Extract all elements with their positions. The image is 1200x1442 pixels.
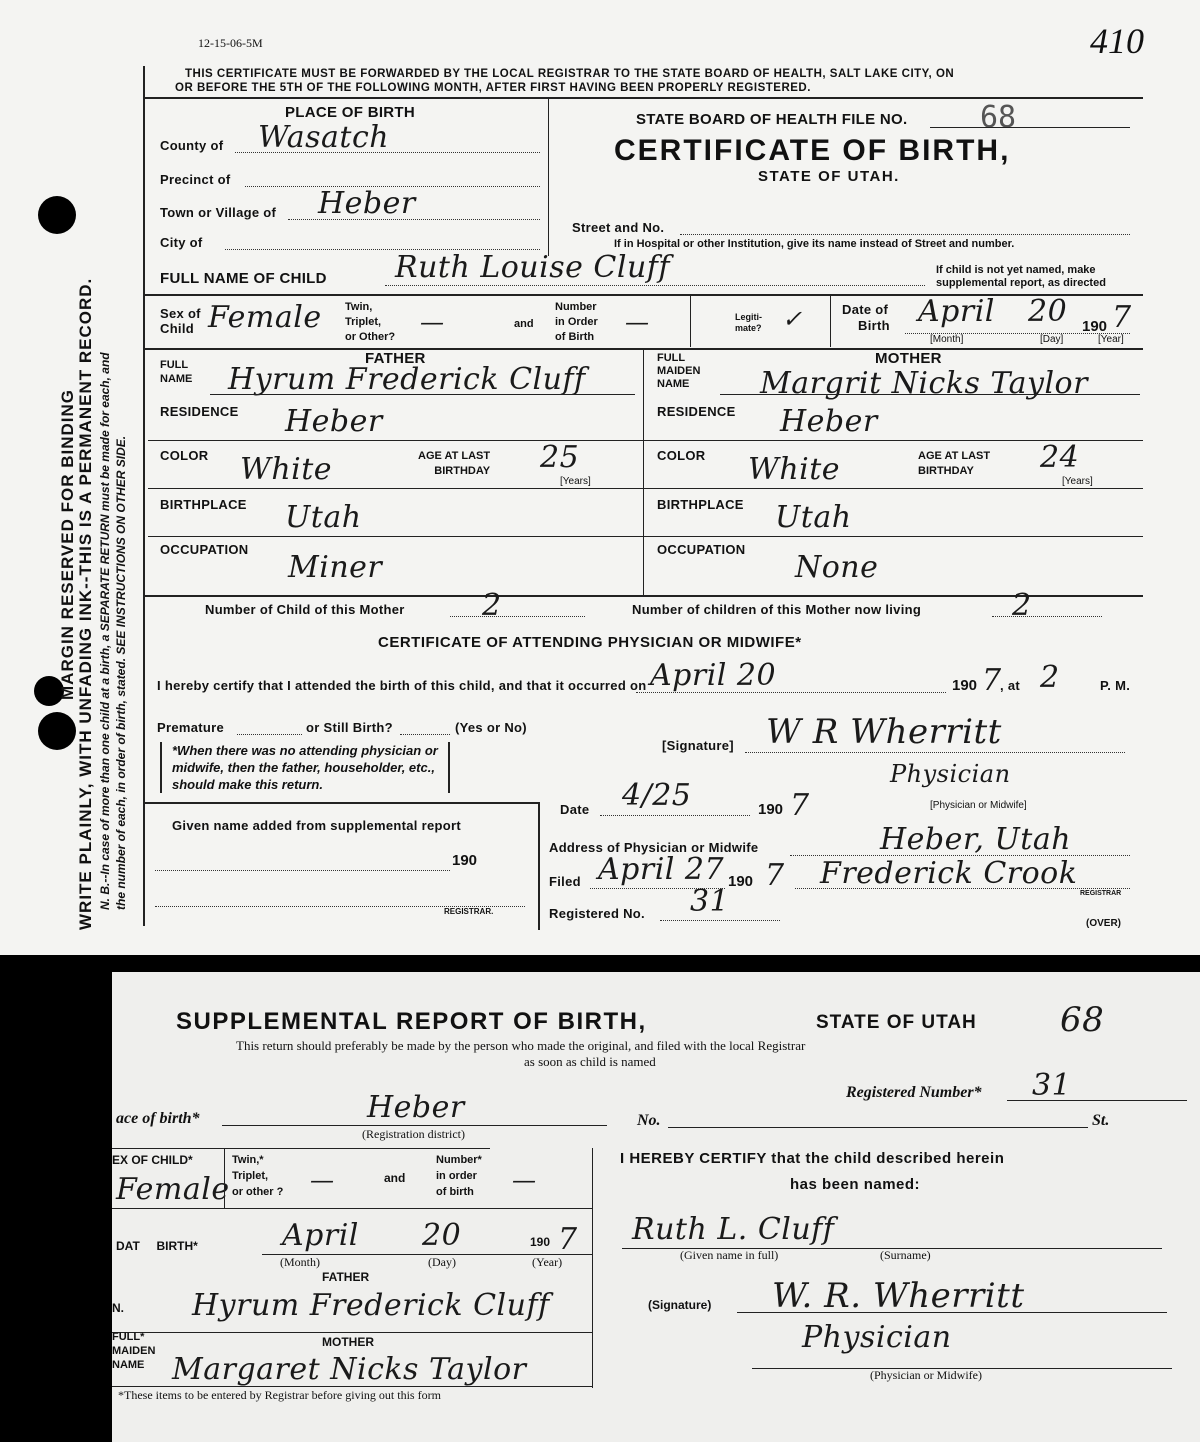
surname-caption: (Surname) xyxy=(880,1248,931,1262)
given-year-prefix: 190 xyxy=(452,852,478,869)
father-color-value: White xyxy=(240,452,333,487)
supplemental-father-label: N. xyxy=(112,1301,124,1315)
margin-binding-text: MARGIN RESERVED FOR BINDING xyxy=(58,389,77,700)
town-value: Heber xyxy=(318,186,416,221)
mother-age-value: 24 xyxy=(1040,440,1080,475)
supplemental-date-label: DAT BIRTH* xyxy=(116,1239,198,1253)
father-heading: FATHER xyxy=(365,350,426,367)
premature-label: Premature xyxy=(157,720,225,735)
form-code: 12-15-06-5M xyxy=(198,36,263,50)
file-no-label: STATE BOARD OF HEALTH FILE NO. xyxy=(636,111,908,128)
physician-signature: W R Wherritt xyxy=(766,712,1002,752)
father-age-value: 25 xyxy=(540,440,580,475)
signature-label: [Signature] xyxy=(662,738,734,753)
supplemental-and-label: and xyxy=(384,1171,406,1185)
date-year-prefix: 190 xyxy=(758,801,784,818)
supplemental-father-heading: FATHER xyxy=(322,1270,370,1284)
father-age-label: AGE AT LAST BIRTHDAY xyxy=(418,450,491,477)
certificate-title: CERTIFICATE OF BIRTH, xyxy=(614,134,1011,167)
physician-title-value: Physician xyxy=(890,760,1011,788)
date-of-birth-label: Date of xyxy=(842,302,889,317)
registrar-caption-2: REGISTRAR xyxy=(1080,890,1122,897)
legitimate-label: Legiti- mate? xyxy=(735,312,762,333)
binding-hole-bottom xyxy=(38,712,76,750)
father-birthplace-label: BIRTHPLACE xyxy=(160,497,247,512)
mother-occupation-value: None xyxy=(795,550,879,585)
occurred-time-value: 2 xyxy=(1040,660,1060,695)
day-caption: [Day] xyxy=(1040,334,1064,345)
supplemental-instruction-1: This return should preferably be made by the person who made the original, and filed with the local Registrar xyxy=(236,1038,806,1053)
address-label: Address of Physician or Midwife xyxy=(549,840,759,855)
given-name-caption: (Given name in full) xyxy=(680,1248,779,1262)
registered-number-value: 31 xyxy=(1032,1068,1072,1103)
mother-occupation-label: OCCUPATION xyxy=(657,542,746,557)
father-occupation-label: OCCUPATION xyxy=(160,542,249,557)
father-name-value: Hyrum Frederick Cluff xyxy=(228,362,586,397)
page-number: 410 xyxy=(1090,21,1144,61)
not-named-note-2: supplemental report, as directed xyxy=(936,277,1106,289)
county-label: County of xyxy=(160,138,224,153)
physician-certificate-heading: CERTIFICATE OF ATTENDING PHYSICIAN OR MIDWIFE* xyxy=(378,634,802,651)
certify-statement: I hereby certify that I attended the birth of this child, and that it occurred on xyxy=(157,678,647,693)
child-number-value: 2 xyxy=(482,588,502,623)
forwarding-notice-line2: OR BEFORE THE 5TH OF THE FOLLOWING MONTH, AFTER FIRST HAVING BEEN PROPERLY REGISTERED. xyxy=(175,82,811,94)
father-color-label: COLOR xyxy=(160,448,209,463)
town-label: Town or Village of xyxy=(160,205,277,220)
physician-or-midwife-caption: [Physician or Midwife] xyxy=(930,800,1027,811)
and-label: and xyxy=(514,318,534,330)
child-number-label: Number of Child of this Mother xyxy=(205,602,405,617)
mother-color-value: White xyxy=(748,452,841,487)
twin-value: — xyxy=(420,308,445,336)
supplemental-report xyxy=(112,972,1200,1442)
supplemental-title: SUPPLEMENTAL REPORT OF BIRTH, xyxy=(176,1008,647,1035)
father-occupation-value: Miner xyxy=(288,550,383,585)
mother-color-label: COLOR xyxy=(657,448,706,463)
dob-day-value: 20 xyxy=(1028,294,1068,329)
month-caption: [Month] xyxy=(930,334,964,345)
mother-birthplace-label: BIRTHPLACE xyxy=(657,497,744,512)
supplemental-month-value: April xyxy=(282,1218,359,1253)
supplemental-year-digit: 7 xyxy=(558,1222,578,1257)
dob-year-digit: 7 xyxy=(1112,300,1132,335)
filed-year-digit: 7 xyxy=(765,858,785,893)
occurred-date-value: April 20 xyxy=(650,658,777,693)
supplemental-file-no: 68 xyxy=(1060,1000,1105,1040)
supplemental-day-caption: (Day) xyxy=(428,1255,456,1269)
filed-label: Filed xyxy=(549,874,581,889)
father-residence-label: RESIDENCE xyxy=(160,404,239,419)
supplemental-signature-value: W. R. Wherritt xyxy=(772,1276,1025,1316)
supplemental-month-caption: (Month) xyxy=(280,1255,320,1269)
supplemental-father-value: Hyrum Frederick Cluff xyxy=(192,1288,550,1323)
binding-hole-top xyxy=(38,196,76,234)
city-label: City of xyxy=(160,235,203,250)
twin-label: Twin, Triplet, or Other? xyxy=(345,301,396,343)
over-label: (OVER) xyxy=(1086,918,1121,929)
supplemental-year-caption: (Year) xyxy=(532,1255,563,1269)
mother-years-caption: [Years] xyxy=(1062,476,1093,487)
father-years-caption: [Years] xyxy=(560,476,591,487)
supplemental-given-name-value: Ruth L. Cluff xyxy=(632,1212,835,1247)
supplemental-state: STATE OF UTAH xyxy=(816,1012,977,1033)
mother-residence-label: RESIDENCE xyxy=(657,404,736,419)
still-birth-label: or Still Birth? xyxy=(306,720,393,735)
time-at-label: , at xyxy=(1000,678,1020,693)
supplemental-day-value: 20 xyxy=(422,1218,462,1253)
supplemental-number-label: Number* in order of birth xyxy=(436,1154,482,1198)
year-caption: [Year] xyxy=(1098,334,1124,345)
address-value: Heber, Utah xyxy=(880,822,1072,857)
supplemental-mother-label: FULL* MAIDEN NAME xyxy=(112,1331,156,1371)
registered-no-value: 31 xyxy=(690,884,730,919)
margin-permanent-record-text: WRITE PLAINLY, WITH UNFADING INK--THIS IS A PERMANENT RECORD. xyxy=(76,277,95,930)
forwarding-notice-line1: THIS CERTIFICATE MUST BE FORWARDED BY THE LOCAL REGISTRAR TO THE STATE BOARD OF HEALTH, SALT LAKE CITY, ON xyxy=(185,68,955,80)
yes-no-label: (Yes or No) xyxy=(455,720,527,735)
margin-note-line2: the number of each, in order of birth, stated. SEE INSTRUCTIONS ON OTHER SIDE. xyxy=(114,435,128,910)
mother-heading: MOTHER xyxy=(875,350,942,367)
father-full-name-label: FULL NAME xyxy=(160,359,193,385)
place-of-birth-label: ace of birth* xyxy=(116,1110,200,1127)
mother-full-maiden-name-label: FULL MAIDEN NAME xyxy=(657,352,701,390)
county-value: Wasatch xyxy=(258,120,390,155)
supplemental-mother-value: Margaret Nicks Taylor xyxy=(172,1352,527,1387)
registered-number-label: Registered Number* xyxy=(846,1084,982,1101)
supplemental-signature-label: (Signature) xyxy=(648,1298,712,1312)
place-of-birth-value: Heber xyxy=(367,1090,465,1125)
filed-value: April 27 xyxy=(598,852,725,887)
filed-year-prefix: 190 xyxy=(728,873,754,890)
registration-district-caption: (Registration district) xyxy=(362,1127,465,1141)
number-in-order-label: Number in Order of Birth xyxy=(555,301,598,343)
supplemental-sex-label: EX OF CHILD* xyxy=(112,1153,193,1167)
street-label: Street and No. xyxy=(572,220,665,235)
date-value: 4/25 xyxy=(622,778,692,813)
occurred-year-digit: 7 xyxy=(982,663,1002,698)
not-named-note-1: If child is not yet named, make xyxy=(936,264,1096,276)
street-st-label: St. xyxy=(1092,1112,1110,1129)
father-birthplace-value: Utah xyxy=(285,500,362,535)
date-year-digit: 7 xyxy=(790,788,810,823)
supplemental-title-value: Physician xyxy=(802,1320,952,1355)
dob-year-prefix: 190 xyxy=(1082,318,1108,335)
margin-note-line1: N. B.--In case of more than one child at a birth, a SEPARATE RETURN must be made for each, and xyxy=(98,352,112,910)
child-name-value: Ruth Louise Cluff xyxy=(395,250,670,285)
certify-named-line2: has been named: xyxy=(790,1176,921,1193)
place-of-birth-heading: PLACE OF BIRTH xyxy=(285,104,416,121)
supplemental-number-value: — xyxy=(512,1166,537,1194)
child-name-label: FULL NAME OF CHILD xyxy=(160,270,327,287)
supplemental-year-prefix: 190 xyxy=(530,1235,551,1249)
date-of-birth-label-2: Birth xyxy=(858,318,890,333)
mother-age-label: AGE AT LAST BIRTHDAY xyxy=(918,450,991,477)
mother-residence-value: Heber xyxy=(780,404,878,439)
children-living-value: 2 xyxy=(1012,588,1032,623)
supplemental-twin-value: — xyxy=(310,1166,335,1194)
registrar-caption: REGISTRAR. xyxy=(444,907,494,916)
registrar-signature: Frederick Crook xyxy=(820,856,1078,891)
file-no-value: 68 xyxy=(980,100,1017,135)
supplemental-twin-label: Twin,* Triplet, or other ? xyxy=(232,1154,284,1198)
number-in-order-value: — xyxy=(625,308,650,336)
no-physician-footnote: *When there was no attending physician or midwife, then the father, householder, etc., should make this return. xyxy=(160,742,450,793)
state-of-utah: STATE OF UTAH. xyxy=(758,168,900,185)
date-label: Date xyxy=(560,802,590,817)
mother-birthplace-value: Utah xyxy=(775,500,852,535)
supplemental-mother-heading: MOTHER xyxy=(322,1335,374,1349)
supplemental-sex-value: Female xyxy=(116,1172,230,1207)
pm-label: P. M. xyxy=(1100,678,1131,693)
sex-label: Sex of xyxy=(160,306,201,321)
sex-value: Female xyxy=(208,300,322,335)
occurred-year-prefix: 190 xyxy=(952,677,978,694)
sex-label-2: Child xyxy=(160,321,194,336)
dob-month-value: April xyxy=(918,294,995,329)
hospital-note: If in Hospital or other Institution, give its name instead of Street and number. xyxy=(614,238,1015,250)
children-living-label: Number of children of this Mother now living xyxy=(632,602,922,617)
registered-no-label: Registered No. xyxy=(549,906,645,921)
legitimate-value: ✓ xyxy=(782,305,803,333)
precinct-label: Precinct of xyxy=(160,172,231,187)
certify-named-line1: I HEREBY CERTIFY that the child described herein xyxy=(620,1150,1005,1167)
supplemental-instruction-2: as soon as child is named xyxy=(524,1054,656,1069)
registrar-footnote: *These items to be entered by Registrar before giving out this form xyxy=(118,1388,441,1402)
supplemental-physician-caption: (Physician or Midwife) xyxy=(870,1368,982,1382)
street-no-label: No. xyxy=(637,1112,661,1129)
mother-name-value: Margrit Nicks Taylor xyxy=(760,366,1088,401)
father-residence-value: Heber xyxy=(285,404,383,439)
given-name-supplemental-label: Given name added from supplemental report xyxy=(172,818,461,833)
